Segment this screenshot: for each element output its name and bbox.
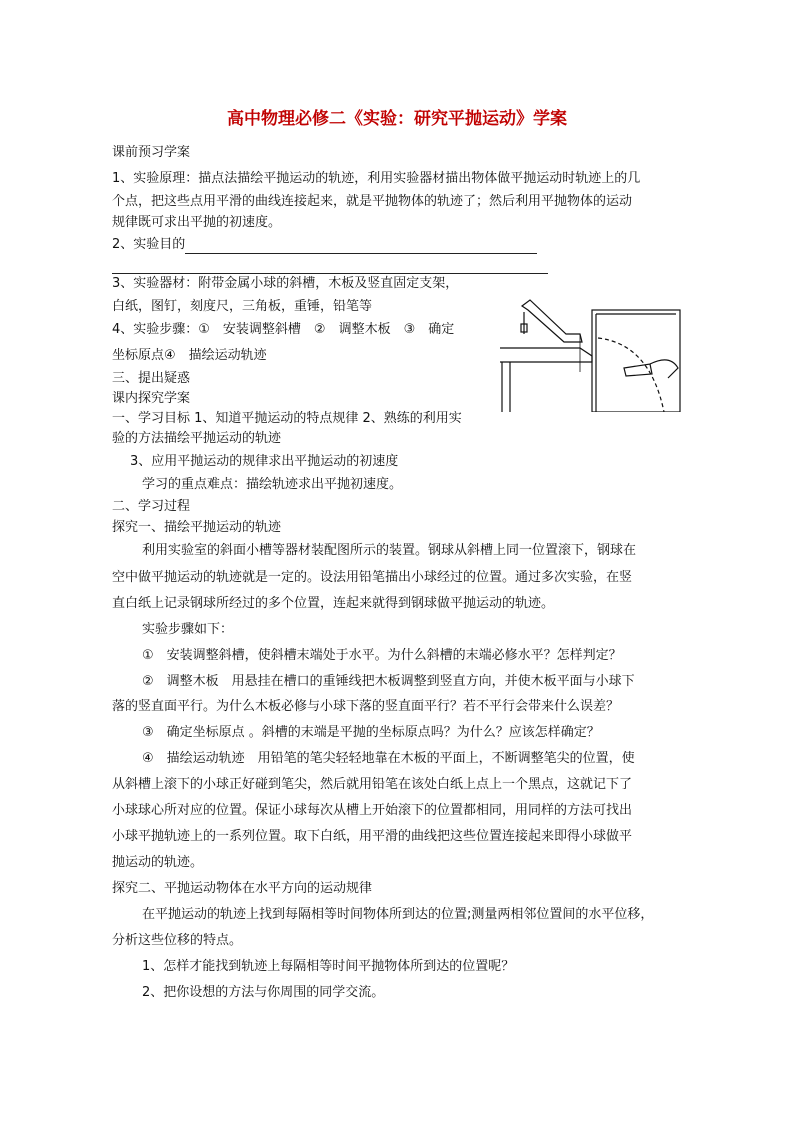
purpose-blank — [185, 239, 537, 254]
step2-line-2: 落的竖直面平行。为什么木板必修与小球下落的竖直面平行？若不平行会带来什么误差？ — [112, 699, 620, 714]
explore1-heading: 探究一、描绘平抛运动的轨迹 — [112, 520, 282, 535]
pencil — [624, 364, 652, 376]
steps-intro: 实验步骤如下： — [142, 622, 234, 637]
step4-line-1: ④ 描绘运动轨迹 用铅笔的笔尖轻轻地靠在木板的平面上，不断调整笔尖的位置，使 — [142, 751, 635, 766]
goals-line-1: 一、学习目标 1、知道平抛运动的特点规律 2、熟练的利用实 — [112, 411, 462, 426]
table-top — [500, 348, 592, 362]
step4-line-5: 抛运动的轨迹。 — [112, 855, 204, 870]
equipment-line-2: 白纸，图钉，刻度尺，三角板，重锤，铅笔等 — [112, 299, 373, 314]
p2-line-2: 分析这些位移的特点。 — [112, 933, 243, 948]
apparatus-figure — [500, 292, 690, 412]
key-point: 学习的重点难点：描绘轨迹求出平抛初速度。 — [142, 477, 403, 492]
step4-line-4: 小球平抛轨迹上的一系列位置。取下白纸，用平滑的曲线把这些位置连接起来即得小球做平 — [112, 829, 633, 844]
trajectory-curve — [598, 338, 664, 412]
p2-line-1: 在平抛运动的轨迹上找到每隔相等时间物体所到达的位置;测量两相邻位置间的水平位移， — [142, 907, 654, 922]
p1-line-1: 利用实验室的斜面小槽等器材装配图所示的装置。钢球从斜槽上同一位置滚下，钢球在 — [142, 543, 637, 558]
principle-line-3: 规律既可求出平抛的初速度。 — [112, 215, 282, 230]
incline-rail — [522, 300, 582, 342]
page-title: 高中物理必修二《实验：研究平抛运动》学案 — [227, 109, 567, 129]
step2-line-1: ② 调整木板 用悬挂在槽口的重锤线把木板调整到竖直方向，并使木板平面与小球下 — [142, 674, 635, 689]
steps-line-1: 4、实验步骤：① 安装调整斜槽 ② 调整木板 ③ 确定 — [112, 322, 455, 337]
steps-line-2: 坐标原点④ 描绘运动轨迹 — [112, 348, 267, 363]
goals-line-3: 3、应用平抛运动的规律求出平抛运动的初速度 — [130, 454, 399, 469]
question-2: 2、把你设想的方法与你周围的同学交流。 — [142, 985, 385, 1000]
board-frame — [592, 310, 680, 412]
preview-heading: 课前预习学案 — [112, 145, 191, 160]
explore2-heading: 探究二、平抛运动物体在水平方向的运动规律 — [112, 881, 373, 896]
question-1: 1、怎样才能找到轨迹上每隔相等时间平抛物体所到达的位置呢？ — [142, 959, 515, 974]
principle-line-1: 1、实验原理：描点法描绘平抛运动的轨迹，利用实验器材描出物体做平抛运动时轨迹上的几 — [112, 171, 641, 186]
purpose-label: 2、实验目的 — [112, 237, 186, 252]
purpose-blank-2 — [112, 256, 548, 274]
p1-line-2: 空中做平抛运动的轨迹就是一定的。设法用铅笔描出小球经过的位置。通过多次实验，在竖 — [112, 570, 633, 585]
step4-line-2: 从斜槽上滚下的小球正好碰到笔尖，然后就用铅笔在该处白纸上点上一个黑点，这就记下了 — [112, 777, 633, 792]
step4-line-3: 小球球心所对应的位置。保证小球每次从槽上开始滚下的位置都相同，用同样的方法可找出 — [112, 803, 633, 818]
step3-line: ③ 确定坐标原点 。斜槽的末端是平抛的坐标原点吗？为什么？应该怎样确定？ — [142, 725, 600, 740]
equipment-line-1: 3、实验器材：附带金属小球的斜槽，木板及竖直固定支架， — [112, 276, 459, 291]
principle-line-2: 个点，把这些点用平滑的曲线连接起来，就是平抛物体的轨迹了；然后利用平抛物体的运动 — [112, 194, 633, 209]
inclass-heading: 课内探究学案 — [112, 391, 191, 406]
purpose-line — [112, 236, 537, 254]
goals-line-2: 验的方法描绘平抛运动的轨迹 — [112, 431, 282, 446]
p1-line-3: 直白纸上记录钢球所经过的多个位置，连起来就得到钢球做平抛运动的轨迹。 — [112, 596, 555, 611]
step1-line: ① 安装调整斜槽，使斜槽末端处于水平。为什么斜槽的末端必修水平？怎样判定？ — [142, 648, 622, 663]
process-heading: 二、学习过程 — [112, 499, 191, 514]
doubts-heading: 三、提出疑惑 — [112, 371, 191, 386]
